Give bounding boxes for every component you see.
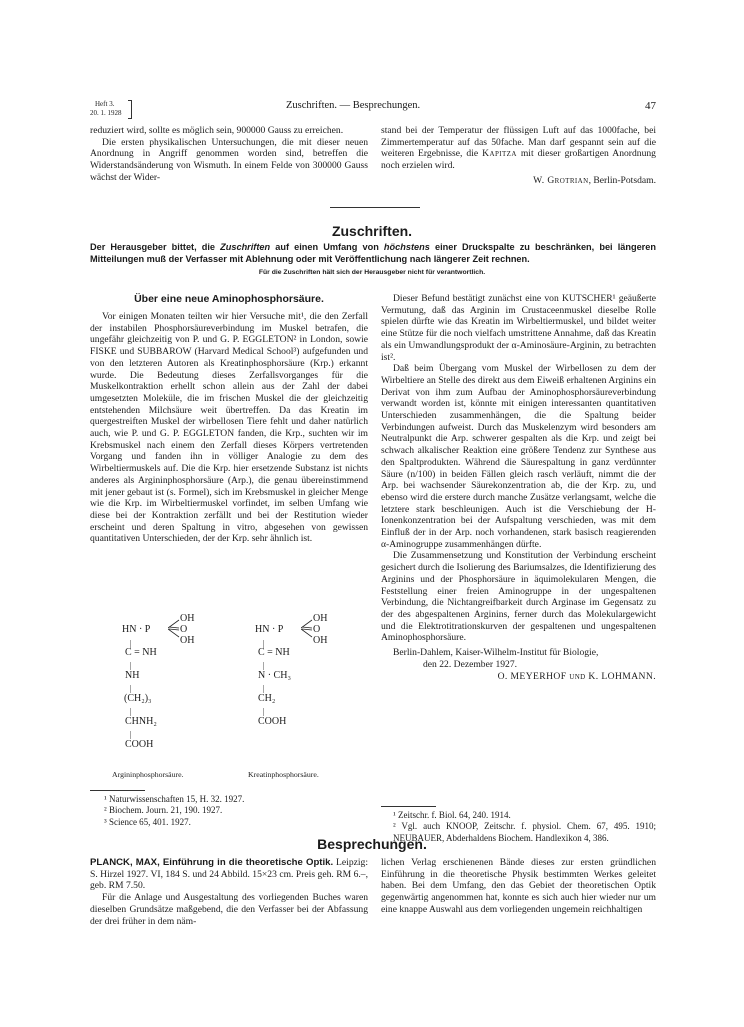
formula-oh-top: OH (313, 613, 328, 624)
intro-paragraph: Die ersten physikalischen Untersuchungen, die mit dieser neuen Anordnung in Angriff genommen worden sind, betreffen die Widerstandsänderung von Wismuth. In einem Felde von 300000 Gauss wächst der Wider- (90, 136, 368, 183)
intro-left-column (90, 125, 368, 184)
article-right-column (381, 293, 656, 682)
formula-oh-top: OH (180, 613, 195, 624)
formula-line: CHNH₂ (125, 716, 157, 727)
bond-line: | (130, 661, 132, 670)
footnote-rule (90, 790, 145, 791)
book-heading (90, 857, 368, 892)
editor-notice (90, 242, 656, 265)
formula-o: O (180, 624, 188, 635)
institute-line: Berlin-Dahlem, Kaiser-Wilhelm-Institut für Biologie, (393, 647, 599, 659)
section-divider (330, 207, 420, 208)
formula-line: C = NH (258, 647, 290, 658)
article-title: Über eine neue Aminophosphorsäure. (134, 293, 324, 305)
formula-line: HN · P (122, 624, 151, 635)
phosphorus-bond-lines (301, 617, 313, 639)
footnote: ¹ Zeitschr. f. Biol. 64, 240. 1914. (393, 810, 511, 820)
formula-line: COOH (125, 739, 154, 750)
header-title: Zuschriften. — Besprechungen. (286, 100, 421, 111)
signature-place: , Berlin-Potsdam. (588, 174, 656, 186)
article-paragraph: Die Zusammensetzung und Konstitution der Verbindung erscheint gesichert durch die Isolierung des Bariumsalzes, die Identifizierung des Arginins und der Phosphorsäure in äquimolekularen Mengen, die Feststellung einer freien Aminogruppe in der ungespaltenen Verbindung, die Nichtangreifbarkeit durch Arginase im Gegensatz zu der des abgespaltenen Arginins, ferner durch das Molekulargewicht und die Elektrotitrationskurven der gespaltenen und ungespaltenen Aminophosphorsäure. (381, 550, 656, 644)
formula-oh-bottom: OH (313, 635, 328, 646)
formula-line: NH (125, 670, 140, 681)
notice-part: bei längeren Mitteilungen muß der Verfasser mit Ablehnung oder mit Veröffentlichung nach längerer Zeit rechnen. (90, 242, 656, 264)
footnote: ² Vgl. auch KNOOP, Zeitschr. f. physiol. Chem. 67, 495. 1910; NEUBAUER, Abderhaldens Biochem. Handlexikon 4, 386. (393, 821, 656, 843)
formula-line: CH₂ (258, 693, 276, 704)
issue-info (90, 100, 122, 118)
bond-line: | (263, 684, 265, 693)
article-left-column (90, 293, 368, 545)
formula-arginine (122, 613, 242, 768)
bond-line: | (263, 639, 265, 648)
bond-line: | (130, 684, 132, 693)
intro-right-text: stand bei der Temperatur der flüssigen Luft auf das 1000fache, bei Zimmertemperatur auf das 50fache. Man darf gespannt sein auf die weiteren Ergebnisse, die (381, 125, 656, 160)
notice-part: auf einen Umfang von (275, 242, 379, 252)
review-paragraph: Für die Anlage und Ausgestaltung des vorliegenden Buches waren dieselben Grundsätze maßgebend, die den Verfasser bei der Abfassung der drei früher in dem näm- (90, 892, 368, 927)
issue-bracket (128, 100, 132, 119)
bond-line: | (263, 707, 265, 716)
formula-caption-creatine: Kreatinphosphorsäure. (248, 770, 319, 779)
bond-line: | (130, 707, 132, 716)
formula-creatine (255, 613, 375, 768)
author-kapitza: Kapitza (482, 148, 517, 160)
footnote-rule (381, 806, 436, 807)
notice-part: einer Druckspalte zu beschränken, (434, 242, 595, 252)
issue-date: 20. 1. 1928 (90, 109, 122, 117)
notice-emph: Zuschriften (220, 242, 271, 252)
article-date: den 22. Dezember 1927. (423, 658, 518, 670)
intro-paragraph: reduziert wird, sollte es möglich sein, 900000 Gauss zu erreichen. (90, 125, 344, 136)
bond-line: | (263, 661, 265, 670)
notice-part: Der Herausgeber bittet, die (90, 242, 216, 252)
bond-line: | (130, 730, 132, 739)
review-left-column (90, 857, 368, 927)
running-header (90, 100, 656, 122)
article-paragraph: Daß beim Übergang vom Muskel der Wirbellosen zu dem der Wirbeltiere an Stelle des direkt aus dem Eiweiß erhaltenen Arginins ein Derivat von ihm zum Aufbau der Aminophosphorsäureverbindung verwandt worden ist, könnte mit einigen interessanten quantitativen Unterschieden zusammenhängen, die die Spaltung beider Verbindungen aufweist. Durch das Muskelenzym wird besonders am Neutralpunkt die Arp. schwerer gespalten als die Krp. und zeigt bei schwach alkalischer Reaktion eine größere Tendenz zur Synthese aus den Spaltprodukten. Während die Säurespaltung in ganz verdünnter Säure (n/100) in beiden Fällen gleich rasch verläuft, nimmt die der Arp. bei wachsender Säurekonzentration ab, die der Krp. zu, und ebenso wird die erstere durch manche Zusätze verlangsamt, welche die letztere stark beschleunigen. Auch ist die Verschiebung der H-Ionenkonzentration bei der Aufspaltung verschieden, was mit dem Einfluß der in der Arp. noch vorhandenen, stark basisch reagierenden α-Aminogruppe zusammenhängen dürfte. (381, 363, 656, 550)
article-authors: O. MEYERHOF und K. LOHMANN. (497, 670, 656, 682)
section-title-zuschriften: Zuschriften. (331, 223, 413, 239)
footnote: ³ Science 65, 401. 1927. (104, 816, 191, 827)
book-info: Leipzig: S. Hirzel 1927. VI, 184 S. und 24 Abbild. 15×23 cm. Preis geh. RM 6.–, geb. RM 7.50. (90, 857, 369, 892)
notice-emph: höchstens (383, 242, 430, 252)
page-number: 47 (645, 100, 656, 112)
book-title: PLANCK, MAX, Einführung in die theoretische Optik. (90, 857, 334, 868)
article-paragraph: Dieser Befund bestätigt zunächst eine von KUTSCHER¹ geäußerte Vermutung, daß das Arginin im Crustaceenmuskel dieselbe Rolle spielen dürfte wie das Kreatin im Wirbeltiermuskel, und bildet weiter eine Stütze für die noch vielfach umstrittene Annahme, daß das Kreatin als ein Umwandlungsprodukt der α-Aminosäure-Arginin, zu betrachten ist². (381, 293, 656, 363)
formula-o: O (313, 624, 321, 635)
footnote: ¹ Naturwissenschaften 15, H. 32. 1927. (104, 794, 245, 804)
intro-right-rest: mit dieser großartigen Anordnung noch erzielen wird. (381, 148, 656, 172)
bond-line: | (130, 639, 132, 648)
section-title-besprechungen: Besprechungen. (317, 836, 427, 852)
issue-number: Heft 3. (95, 100, 115, 108)
formula-line: HN · P (255, 624, 284, 635)
review-right-column (381, 857, 656, 916)
formula-line: N · CH₃ (258, 670, 291, 681)
formula-line: (CH₂)₃ (124, 693, 152, 704)
footnote: ² Biochem. Journ. 21, 190. 1927. (104, 805, 223, 816)
signature-name: W. Grotrian (533, 174, 589, 186)
disclaimer: Für die Zuschriften hält sich der Herausgeber nicht für verantwortlich. (258, 269, 486, 276)
formula-oh-bottom: OH (180, 635, 195, 646)
review-paragraph: lichen Verlag erschienenen Bände dieses zur ersten gründlichen Einführung in die theoretische Physik bestimmten Werkes geleitet haben. Bei dem Umfang, den das Gebiet der theoretischen Optik gegenwärtig angenommen hat, konnte es sich auch hier wieder nur um eine knappe Auswahl aus dem vorliegenden ungemein reichhaltigen (381, 857, 656, 915)
intro-right-column (381, 125, 656, 187)
article-paragraph: Vor einigen Monaten teilten wir hier Versuche mit¹, die den Zerfall der instabilen Phosphorsäureverbindung im Muskel betrafen, die ungefähr gleichzeitig von P. und G. P. EGGLETON² in London, sowie FISKE und SUBBAROW (Harvard Medical School³) aufgefunden und von den letzteren Autoren als Kreatinphosphorsäure (Krp.) erkannt wurde. Die Bedeutung dieses Zerfallsvorganges für die Muskelkontraktion erhellt schon allein aus der Zahl der dabei umgesetzten Moleküle, die im frischen Muskel die der gleichzeitig entstehenden Milchsäure weit übertreffen. Da das Kreatin im quergestreiften Muskel der wirbellosen Tiere fehlt und daher natürlich auch, wie P. und G. P. EGGLETON fanden, die Krp., suchten wir im Krebsmuskel nach einem den Zerfall dieses Körpers vertretenden Vorgang und fanden ihn in völliger Analogie zu dem des Wirbeltiermuskels auf. Die die Krp. hier ersetzende Substanz ist nichts anderes als Argininphosphorsäure (Arp.), die genau übereinstimmend mit jener gebaut ist (s. Formel), sich im Krebsmuskel in gleicher Menge wie die Krp. im Wirbeltiermuskel vorfindet, im selben Umfang wie diese bei der Kontraktion zerfällt und bei der Restitution wieder erscheint und deren Spaltung in vitro, abgesehen von gewissen quantitativen Unterschieden, der der Krp. sehr ähnlich ist. (90, 311, 368, 545)
intro-signature (381, 175, 656, 187)
phosphorus-bond-lines (168, 617, 180, 639)
formula-caption-arginine: Argininphosphorsäure. (112, 770, 184, 779)
formula-line: C = NH (125, 647, 157, 658)
formula-line: COOH (258, 716, 287, 727)
footnotes-left (104, 794, 368, 828)
intro-right-paragraph (381, 125, 656, 172)
